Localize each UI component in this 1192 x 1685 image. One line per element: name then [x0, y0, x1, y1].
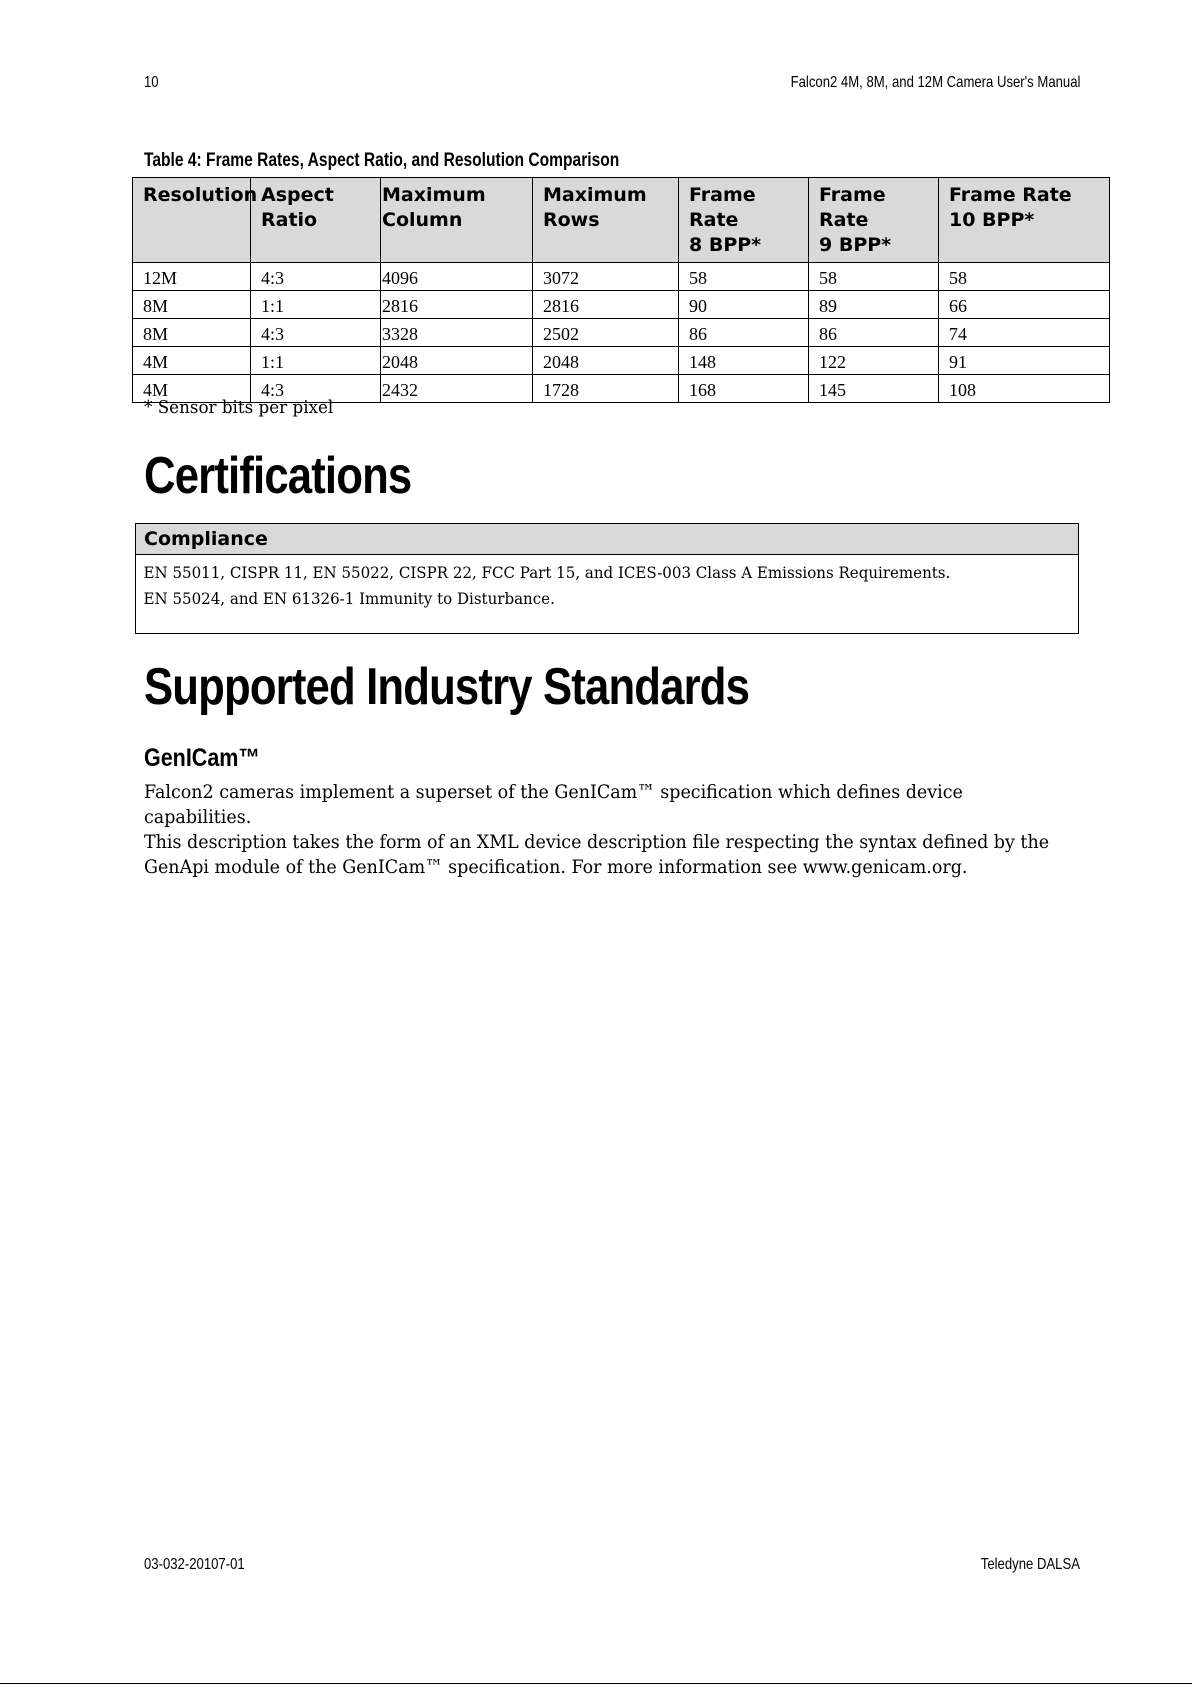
col-header-rate-10bpp: Frame Rate 10 BPP*: [939, 178, 1110, 263]
table-cell: 168: [679, 375, 809, 403]
manual-title: Falcon2 4M, 8M, and 12M Camera User's Manual: [790, 74, 1080, 91]
table-cell: 4M: [133, 347, 251, 375]
table-cell: 2502: [533, 319, 679, 347]
genicam-line: Falcon2 cameras implement a superset of the GenICam™ specification which defines device capabilities.: [144, 781, 963, 828]
table-cell: 2816: [381, 291, 533, 319]
table-cell: 4M: [133, 375, 251, 403]
table-cell: 4:3: [251, 319, 381, 347]
genicam-paragraph: [144, 780, 1064, 880]
table-cell: 58: [939, 263, 1110, 291]
table-cell: 58: [809, 263, 939, 291]
table-footnote: * Sensor bits per pixel: [144, 397, 334, 418]
table-header-row: [133, 178, 1110, 263]
table-cell: 91: [939, 347, 1110, 375]
table-cell: 8M: [133, 291, 251, 319]
table-cell: 2048: [381, 347, 533, 375]
col-header-rate-8bpp: Frame Rate 8 BPP*: [679, 178, 809, 263]
doc-number: 03-032-20107-01: [144, 1556, 245, 1573]
company-name: Teledyne DALSA: [980, 1556, 1080, 1573]
col-header-max-rows: Maximum Rows: [533, 178, 679, 263]
table-cell: 4:3: [251, 375, 381, 403]
table-cell: 58: [679, 263, 809, 291]
table-cell: 148: [679, 347, 809, 375]
standards-heading: Supported Industry Standards: [144, 658, 750, 716]
table-cell: 4:3: [251, 263, 381, 291]
page-bottom-rule: [0, 1683, 1192, 1684]
table-cell: 90: [679, 291, 809, 319]
table-cell: 2048: [533, 347, 679, 375]
compliance-header: Compliance: [136, 524, 1078, 555]
col-header-resolution: Resolution: [133, 178, 251, 263]
table-cell: 3072: [533, 263, 679, 291]
table-cell: 122: [809, 347, 939, 375]
table-cell: 108: [939, 375, 1110, 403]
compliance-emissions-line: EN 55011, CISPR 11, EN 55022, CISPR 22, FCC Part 15, and ICES-003 Class A Emissions Requirements.: [143, 563, 951, 582]
table-cell: 4096: [381, 263, 533, 291]
table-row: [133, 263, 1110, 291]
table-cell: 3328: [381, 319, 533, 347]
table-row: [133, 319, 1110, 347]
table-caption: Table 4: Frame Rates, Aspect Ratio, and Resolution Comparison: [144, 150, 620, 171]
compliance-table: [135, 523, 1079, 634]
table-cell: 74: [939, 319, 1110, 347]
table-cell: 2432: [381, 375, 533, 403]
genicam-line: This description takes the form of an XML device description file respecting the syntax defined by the: [144, 831, 1050, 853]
table-cell: 2816: [533, 291, 679, 319]
frame-rate-table: [132, 177, 1110, 403]
table-cell: 86: [809, 319, 939, 347]
table-cell: 89: [809, 291, 939, 319]
genicam-heading: GenICam™: [144, 744, 260, 772]
col-header-max-column: Maximum Column: [381, 178, 533, 263]
table-row: [133, 347, 1110, 375]
compliance-immunity-line: EN 55024, and EN 61326-1 Immunity to Disturbance.: [143, 589, 555, 608]
table-cell: 8M: [133, 319, 251, 347]
col-header-aspect-ratio: Aspect Ratio: [251, 178, 381, 263]
table-row: [133, 291, 1110, 319]
certifications-heading: Certifications: [144, 447, 412, 505]
genicam-line: GenApi module of the GenICam™ specification. For more information see www.genicam.org.: [144, 856, 968, 878]
table-cell: 1:1: [251, 347, 381, 375]
table-cell: 1728: [533, 375, 679, 403]
table-cell: 86: [679, 319, 809, 347]
table-cell: 1:1: [251, 291, 381, 319]
table-cell: 66: [939, 291, 1110, 319]
table-cell: 145: [809, 375, 939, 403]
table-cell: 12M: [133, 263, 251, 291]
page-number: 10: [144, 74, 159, 91]
col-header-rate-9bpp: Frame Rate 9 BPP*: [809, 178, 939, 263]
